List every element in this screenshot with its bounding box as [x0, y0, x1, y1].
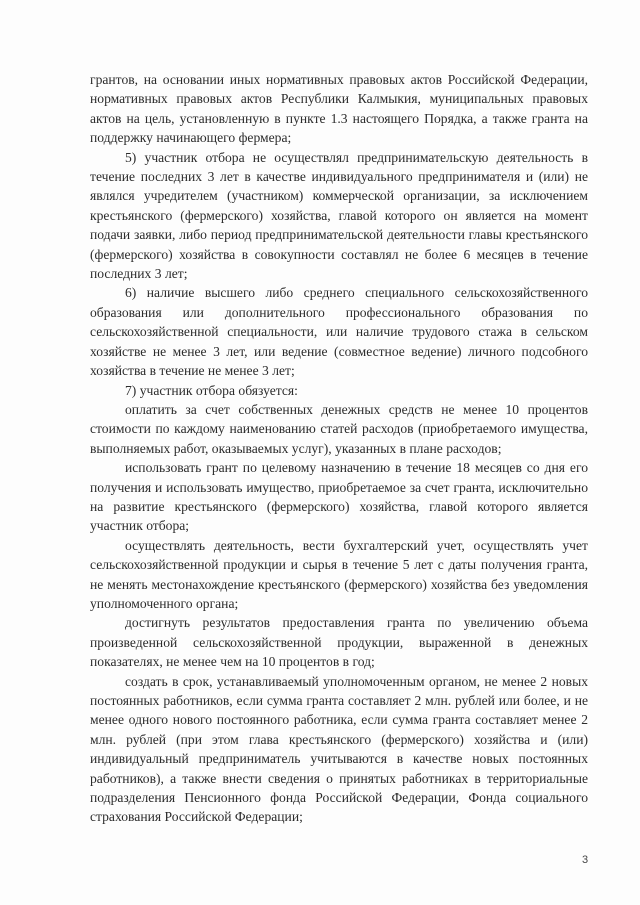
paragraph-obligation-results: достигнуть результатов предоставления гранта по увеличению объема произведенной сельскохозяйственной продукции, выраженной в денежных показателях, не менее чем на 10 процентов в год; [90, 615, 588, 670]
page-number: 3 [582, 854, 589, 866]
paragraph-item-7: 7) участник отбора обязуется: [125, 382, 298, 398]
paragraph-item-5: 5) участник отбора не осуществлял предпринимательскую деятельность в течение последних 3 лет в качестве индивидуального предпринимателя и (или) не являлся учредителем (участником) коммерческой организации, за исключением крестьянского (фермерского) хозяйства, главой которого он является на момент подачи заявки, либо период предпринимательской деятельности главы крестьянского (фермерского) хозяйства в совокупности составлял не более 6 месяцев в течение последних 3 лет; [90, 149, 588, 282]
paragraph-obligation-cofinancing: оплатить за счет собственных денежных средств не менее 10 процентов стоимости по каждому наименованию статей расходов (приобретаемого имущества, выполняемых работ, оказываемых услуг), указанных в плане расходов; [90, 401, 588, 456]
document-body [90, 70, 588, 827]
paragraph-obligation-target-use: использовать грант по целевому назначению в течение 18 месяцев со дня его получения и использовать имущество, приобретаемое за счет гранта, исключительно на развитие крестьянского (фермерского) хозяйства, главой которого является участник отбора; [90, 460, 588, 534]
paragraph-obligation-jobs: создать в срок, устанавливаемый уполномоченным органом, не менее 2 новых постоянных работников, если сумма гранта составляет 2 млн. рублей или более, и не менее одного нового постоянного работника, если сумма гранта составляет менее 2 млн. рублей (при этом глава крестьянского (фермерского) хозяйства и (или) индивидуальный предприниматель учитываются в качестве новых постоянных работников), а также внести сведения о принятых работниках в территориальные подразделения Пенсионного фонда Российской Федерации, Фонда социального страхования Российской Федерации; [90, 673, 588, 825]
paragraph-item-6: 6) наличие высшего либо среднего специального сельскохозяйственного образования или дополнительного профессионального образования по сельскохозяйственной специальности, или наличие трудового стажа в сельском хозяйстве не менее 3 лет, или ведение (совместное ведение) личного подсобного хозяйства в течение не менее 3 лет; [90, 285, 588, 379]
paragraph-obligation-accounting: осуществлять деятельность, вести бухгалтерский учет, осуществлять учет сельскохозяйственной продукции и сырья в течение 5 лет с даты получения гранта, не менять местонахождение крестьянского (фермерского) хозяйства без уведомления уполномоченного органа; [90, 537, 588, 611]
paragraph-continuation: грантов, на основании иных нормативных правовых актов Российской Федерации, нормативных правовых актов Республики Калмыкия, муниципальных правовых актов на цель, установленную в пункте 1.3 настоящего Порядка, а также гранта на поддержку начинающего фермера; [90, 72, 588, 146]
